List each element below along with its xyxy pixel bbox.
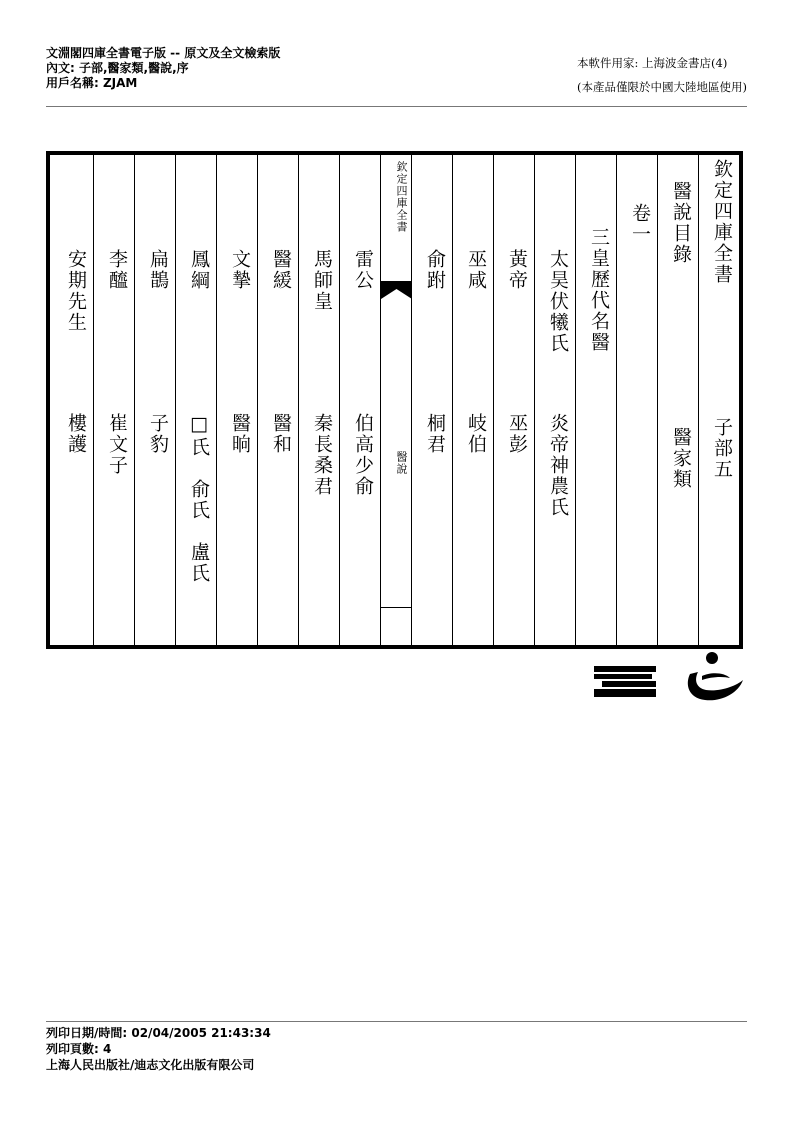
column-11: [257, 155, 298, 645]
fish-tail-mark-icon: [381, 281, 412, 303]
header-licensee: 本軟件用家: 上海波金書店(4): [577, 56, 728, 70]
column-7: [452, 155, 493, 645]
center-fold-column: [380, 155, 411, 645]
column-1: [698, 155, 739, 645]
print-page-count: 列印頁數: 4: [46, 1042, 112, 1056]
column-14: [134, 155, 175, 645]
column-16: [50, 155, 93, 645]
column-text-bottom: 岐伯: [465, 413, 487, 455]
column-15: [93, 155, 134, 645]
header-region-note: (本產品僅限於中國大陸地區使用): [577, 80, 747, 94]
column-9: [339, 155, 380, 645]
column-text-top: 卷一: [629, 203, 651, 245]
column-5: [534, 155, 575, 645]
column-text-top: 李醯: [106, 249, 128, 291]
column-2: [657, 155, 698, 645]
column-6: [493, 155, 534, 645]
header-rule: [46, 106, 747, 107]
publisher-line: 上海人民出版社/迪志文化出版有限公司: [46, 1058, 255, 1072]
column-3: [616, 155, 657, 645]
fold-rule: [381, 607, 411, 608]
column-text-bottom: 秦長桑君: [311, 413, 333, 497]
column-text-bottom: 伯高少俞: [352, 413, 374, 497]
column-text-top: 欽定四庫全書: [711, 159, 733, 285]
header-username: 用戶名稱: ZJAM: [46, 76, 138, 90]
column-text-top: 黃帝: [506, 249, 528, 291]
column-text-top: 醫說目錄: [670, 181, 692, 265]
column-text-bottom: □氏 俞氏 盧氏: [188, 413, 210, 584]
column-text-bottom: 醫晌: [229, 413, 251, 455]
column-text-bottom: 醫和: [270, 413, 292, 455]
column-text-top: 安期先生: [65, 249, 87, 333]
column-text-top: 扁鵲: [147, 249, 169, 291]
column-text-top: 太昊伏犧氏: [547, 249, 569, 354]
column-text-bottom: 桐君: [424, 413, 446, 455]
column-text-top: 三皇歷代名醫: [588, 227, 610, 353]
column-text-bottom: 崔文子: [106, 413, 128, 476]
column-text-bottom: 巫彭: [506, 413, 528, 455]
footer-rule: [46, 1021, 747, 1022]
column-text-top: 文摯: [229, 249, 251, 291]
column-text-bottom: 樓護: [65, 413, 87, 455]
column-12: [216, 155, 257, 645]
column-text-bottom: 子部五: [711, 417, 733, 480]
column-text-bottom: 子豹: [147, 413, 169, 455]
column-text-bottom: 醫家類: [670, 427, 692, 490]
header-left: [46, 46, 280, 91]
column-8: [411, 155, 452, 645]
column-4: [575, 155, 616, 645]
header-content-path: 內文: 子部,醫家類,醫說,序: [46, 61, 189, 75]
header-title: 文淵閣四庫全書電子版 -- 原文及全文檢索版: [46, 46, 281, 60]
column-13: [175, 155, 216, 645]
page-frame: [46, 151, 743, 649]
print-datetime: 列印日期/時間: 02/04/2005 21:43:34: [46, 1026, 271, 1040]
header-right: [577, 51, 747, 99]
column-text-top: 雷公: [352, 249, 374, 291]
column-text-top: 醫緩: [270, 249, 292, 291]
footer: [46, 1025, 271, 1073]
column-text-top: 鳳綱: [188, 249, 210, 291]
column-10: [298, 155, 339, 645]
publisher-seal-icon: [590, 650, 745, 706]
column-text-top: 巫咸: [465, 249, 487, 291]
column-text-top: 馬師皇: [311, 249, 333, 312]
column-text-bottom: 炎帝神農氏: [547, 413, 569, 518]
fold-book-title: 醫說: [395, 451, 408, 475]
fold-title: 欽定四庫全書: [395, 161, 408, 233]
column-text-top: 俞跗: [424, 249, 446, 291]
